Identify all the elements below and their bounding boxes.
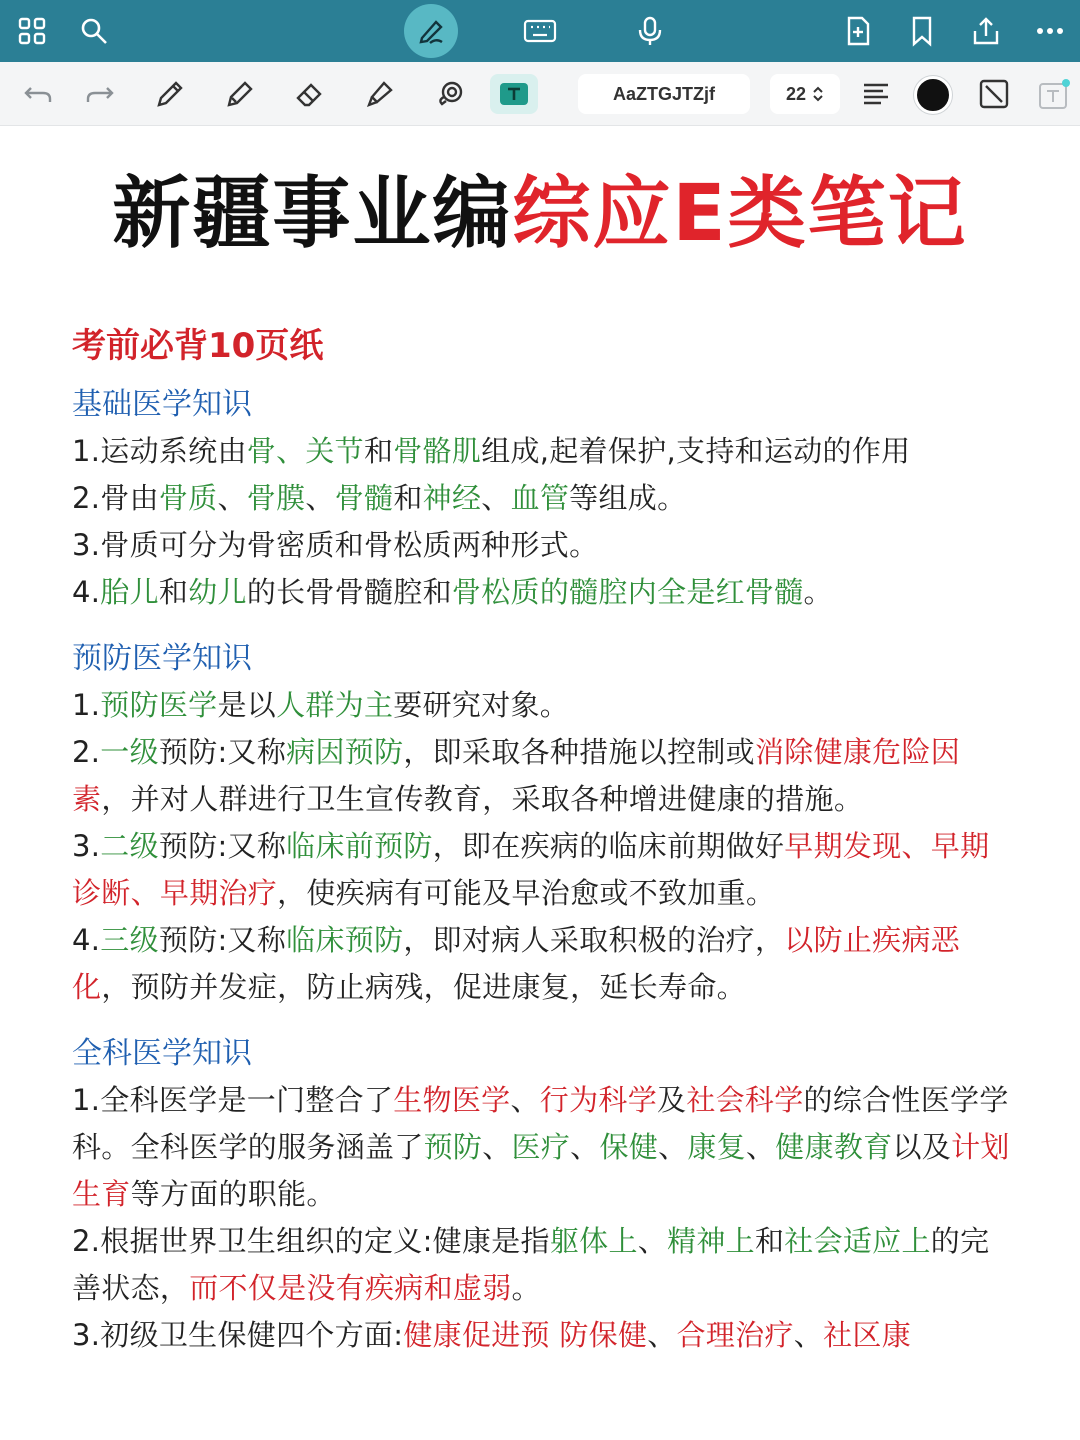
text-segment: 及 xyxy=(657,1083,687,1117)
note-paragraph xyxy=(72,823,1012,917)
green-keyword: 骨髓 xyxy=(334,481,394,515)
section-title: 预防医学知识 xyxy=(72,641,252,676)
text-segment: 、 xyxy=(305,481,335,515)
text-segment: 等组成。 xyxy=(569,481,687,515)
green-keyword: 胎儿 xyxy=(100,575,159,609)
text-segment: 、 xyxy=(793,1318,824,1352)
green-keyword: 预防医学 xyxy=(100,688,218,722)
text-segment: ，即对病人采取积极的治疗， xyxy=(403,923,785,957)
note-paragraph xyxy=(72,522,1012,569)
font-size-stepper-icon xyxy=(812,85,824,103)
document-title xyxy=(0,168,1080,260)
red-keyword: 计划生育 xyxy=(72,1130,1010,1211)
section-spacer xyxy=(72,1011,1012,1031)
line-style-icon[interactable] xyxy=(976,76,1012,112)
red-keyword: 行为科学 xyxy=(539,1083,657,1117)
title-red-part: 综应E类笔记 xyxy=(512,169,968,259)
green-keyword: 临床前预防 xyxy=(286,829,433,863)
text-segment: 3.骨质可分为骨密质和骨松质两种形式。 xyxy=(72,528,599,562)
green-keyword: 一级 xyxy=(100,735,159,769)
red-keyword: 社区康 xyxy=(823,1318,911,1352)
text-segment: 、 xyxy=(482,1130,512,1164)
red-keyword: 以防止疾病恶化 xyxy=(72,923,961,1004)
note-paragraph xyxy=(72,682,1012,729)
green-keyword: 健康教育 xyxy=(775,1130,893,1164)
red-keyword: 合理治疗 xyxy=(676,1318,794,1352)
note-paragraph xyxy=(72,729,1012,823)
text-segment: 、 xyxy=(658,1130,688,1164)
text-segment: 2. xyxy=(72,735,101,769)
note-content xyxy=(72,318,1012,1359)
green-keyword: 二级 xyxy=(100,829,159,863)
text-segment: 4. xyxy=(72,923,101,957)
text-tool-icon[interactable] xyxy=(490,74,538,114)
note-paragraph xyxy=(72,428,1012,475)
undo-icon[interactable] xyxy=(20,76,56,112)
green-keyword: 精神上 xyxy=(667,1224,755,1258)
title-black-part: 新疆事业编 xyxy=(112,169,513,259)
pencil-tool-icon[interactable] xyxy=(222,76,258,112)
pen-mode-icon[interactable] xyxy=(404,4,458,58)
note-paragraph xyxy=(72,475,1012,522)
font-size-selector[interactable] xyxy=(770,74,840,114)
green-keyword: 躯体上 xyxy=(549,1224,638,1258)
highlighter-tool-icon[interactable] xyxy=(362,76,398,112)
note-paragraph xyxy=(72,917,1012,1011)
text-segment: 3.初级卫生保健四个方面: xyxy=(72,1318,404,1352)
note-paragraph xyxy=(72,1077,1012,1218)
text-segment: 4. xyxy=(72,575,101,609)
text-segment: ，即在疾病的临床前期做好 xyxy=(432,829,785,863)
top-app-bar xyxy=(0,0,1080,62)
green-keyword: 保健 xyxy=(599,1130,659,1164)
more-icon[interactable] xyxy=(1030,11,1070,51)
lasso-tool-icon[interactable] xyxy=(432,76,468,112)
text-segment: 。 xyxy=(511,1271,541,1305)
redo-icon[interactable] xyxy=(82,76,118,112)
add-page-icon[interactable] xyxy=(838,11,878,51)
green-keyword: 临床预防 xyxy=(286,923,404,957)
red-keyword: 健康促进预 防保健 xyxy=(403,1318,648,1352)
green-keyword: 病因预防 xyxy=(286,735,404,769)
text-segment: 的长骨骨髓腔和 xyxy=(246,575,452,609)
text-segment: 是以 xyxy=(217,688,277,722)
text-segment: 要研究对象。 xyxy=(393,688,570,722)
green-keyword: 骨骼肌 xyxy=(393,434,482,468)
note-sections xyxy=(72,382,1012,1359)
text-segment: 和 xyxy=(363,434,394,468)
note-subtitle: 考前必背10页纸 xyxy=(72,326,324,366)
font-size-value: 22 xyxy=(785,83,807,104)
text-segment: 和 xyxy=(393,481,423,515)
red-keyword: 消除健康危险因素 xyxy=(72,735,961,816)
text-segment: 的综合性医学学科。全科医学的服务涵盖了 xyxy=(72,1083,1009,1164)
share-icon[interactable] xyxy=(966,11,1006,51)
text-segment: 、 xyxy=(570,1130,600,1164)
keyboard-icon[interactable] xyxy=(520,11,560,51)
text-box-icon[interactable] xyxy=(1036,76,1072,112)
green-keyword: 三级 xyxy=(100,923,159,957)
green-keyword: 血管 xyxy=(510,481,570,515)
text-segment: 和 xyxy=(158,575,189,609)
font-preview[interactable]: AaZTGJTZjf xyxy=(578,74,750,114)
text-segment: 预防:又称 xyxy=(158,923,287,957)
text-segment: 、 xyxy=(745,1130,776,1164)
text-segment: 以及 xyxy=(892,1130,952,1164)
green-keyword: 预防 xyxy=(423,1130,483,1164)
green-keyword: 社会适应上 xyxy=(784,1224,931,1258)
green-keyword: 骨质 xyxy=(158,481,218,515)
green-keyword: 骨松质的髓腔内全是红骨髓 xyxy=(451,575,804,609)
section-title: 全科医学知识 xyxy=(72,1036,252,1071)
grid-icon[interactable] xyxy=(12,11,52,51)
red-keyword: 而不仅是没有疾病和虚弱 xyxy=(189,1271,512,1305)
green-keyword: 幼儿 xyxy=(188,575,247,609)
green-keyword: 神经 xyxy=(422,481,482,515)
green-keyword: 康复 xyxy=(687,1130,746,1164)
microphone-icon[interactable] xyxy=(630,11,670,51)
text-segment: 、 xyxy=(510,1083,540,1117)
green-keyword: 人群为主 xyxy=(276,688,394,722)
text-segment: 等方面的职能。 xyxy=(130,1177,336,1211)
text-segment: ，即采取各种措施以控制或 xyxy=(403,735,755,769)
text-segment: ，预防并发症，防止病残，促进康复，延长寿命。 xyxy=(101,970,746,1004)
text-align-icon[interactable] xyxy=(858,76,894,112)
text-segment: 预防:又称 xyxy=(158,735,287,769)
text-segment: 3. xyxy=(72,829,101,863)
text-segment: 组成,起着保护,支持和运动的作用 xyxy=(481,434,911,468)
red-keyword: 生物医学 xyxy=(393,1083,511,1117)
bookmark-icon[interactable] xyxy=(902,11,942,51)
red-keyword: 社会科学 xyxy=(686,1083,804,1117)
text-segment: 、 xyxy=(637,1224,668,1258)
text-segment: 预防:又称 xyxy=(158,829,287,863)
red-keyword: 早期发现、早期诊断、早期治疗 xyxy=(72,829,990,910)
section-title: 基础医学知识 xyxy=(72,387,252,422)
text-segment: 、 xyxy=(481,481,511,515)
text-segment: 。 xyxy=(803,575,833,609)
text-segment: 1.全科医学是一门整合了 xyxy=(72,1083,394,1117)
section-spacer xyxy=(72,616,1012,636)
text-segment: ，并对人群进行卫生宣传教育，采取各种增进健康的措施。 xyxy=(101,782,864,816)
text-segment: 2.骨由 xyxy=(72,481,159,515)
text-segment: ，使疾病有可能及早治愈或不致加重。 xyxy=(277,876,776,910)
green-keyword: 骨、关节 xyxy=(246,434,364,468)
text-segment: 、 xyxy=(217,481,247,515)
color-picker-dot[interactable] xyxy=(914,76,952,114)
green-keyword: 骨膜 xyxy=(246,481,306,515)
text-segment: 、 xyxy=(647,1318,677,1352)
text-segment: 1. xyxy=(72,688,101,722)
text-segment: 1.运动系统由 xyxy=(72,434,247,468)
eraser-tool-icon[interactable] xyxy=(292,76,328,112)
text-segment: 的完善状态， xyxy=(72,1224,990,1305)
note-paragraph xyxy=(72,1218,1012,1312)
note-paragraph xyxy=(72,1312,1012,1359)
pen-tool-icon[interactable] xyxy=(152,76,188,112)
search-icon[interactable] xyxy=(74,11,114,51)
text-segment: 2.根据世界卫生组织的定义:健康是指 xyxy=(72,1224,550,1258)
green-keyword: 医疗 xyxy=(511,1130,571,1164)
note-paragraph xyxy=(72,569,1012,616)
text-segment: 和 xyxy=(754,1224,785,1258)
